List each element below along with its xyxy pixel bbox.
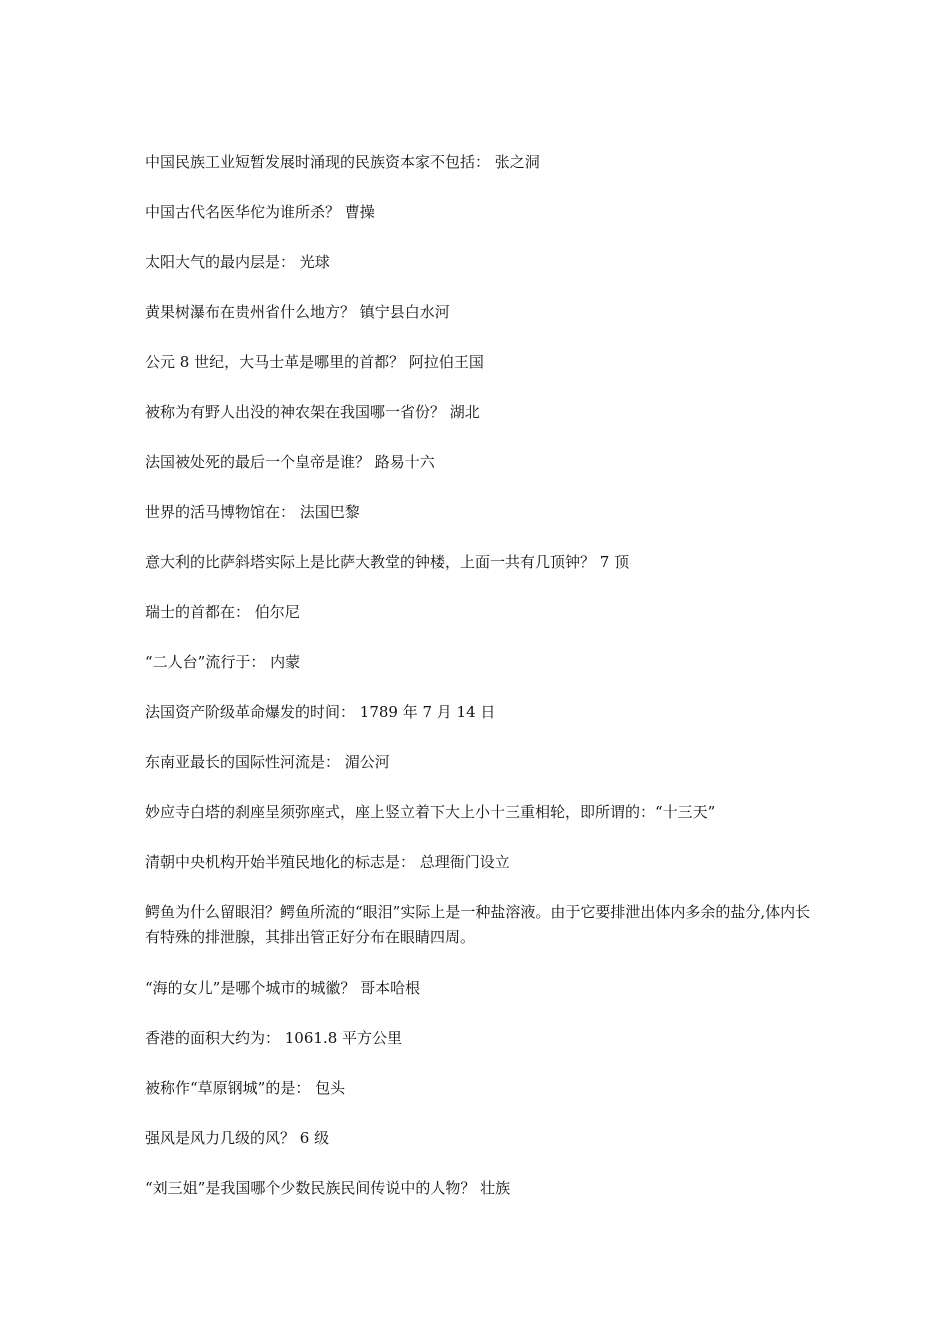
document-body [145,150,825,1226]
qa-paragraph: 世界的活马博物馆在： 法国巴黎 [145,503,360,521]
qa-paragraph: “二人台”流行于： 内蒙 [145,653,301,671]
qa-paragraph: 被称作“草原钢城”的是： 包头 [145,1079,346,1097]
qa-paragraph: 被称为有野人出没的神农架在我国哪一省份？ 湖北 [145,403,480,421]
qa-paragraph: 妙应寺白塔的刹座呈须弥座式，座上竖立着下大上小十三重相轮，即所谓的：“十三天” [145,803,716,821]
qa-paragraph: 中国古代名医华佗为谁所杀？ 曹操 [145,203,375,221]
qa-paragraph: 公元 8 世纪，大马士革是哪里的首都？ 阿拉伯王国 [145,353,484,371]
qa-paragraph: 香港的面积大约为： 1061.8 平方公里 [145,1029,403,1047]
qa-paragraph: 东南亚最长的国际性河流是： 湄公河 [145,753,390,771]
qa-paragraph: 强风是风力几级的风？ 6 级 [145,1129,330,1147]
qa-paragraph: 鳄鱼为什么留眼泪？鳄鱼所流的“眼泪”实际上是一种盐溶液。由于它要排泄出体内多余的盐分,体内长有特殊的排泄腺，其排出管正好分布在眼睛四周。 [145,903,811,946]
qa-paragraph: “海的女儿”是哪个城市的城徽？ 哥本哈根 [145,979,421,997]
qa-paragraph: 法国被处死的最后一个皇帝是谁？ 路易十六 [145,453,435,471]
qa-paragraph: 太阳大气的最内层是： 光球 [145,253,330,271]
qa-paragraph: 瑞士的首都在： 伯尔尼 [145,603,300,621]
qa-paragraph: 黄果树瀑布在贵州省什么地方？ 镇宁县白水河 [145,303,450,321]
qa-paragraph: 法国资产阶级革命爆发的时间： 1789 年 7 月 14 日 [145,703,496,721]
qa-paragraph: “刘三姐”是我国哪个少数民族民间传说中的人物？ 壮族 [145,1179,511,1197]
qa-paragraph: 清朝中央机构开始半殖民地化的标志是： 总理衙门设立 [145,853,510,871]
qa-paragraph: 中国民族工业短暂发展时涌现的民族资本家不包括： 张之洞 [145,153,540,171]
qa-paragraph: 意大利的比萨斜塔实际上是比萨大教堂的钟楼，上面一共有几顶钟？ 7 顶 [145,553,630,571]
